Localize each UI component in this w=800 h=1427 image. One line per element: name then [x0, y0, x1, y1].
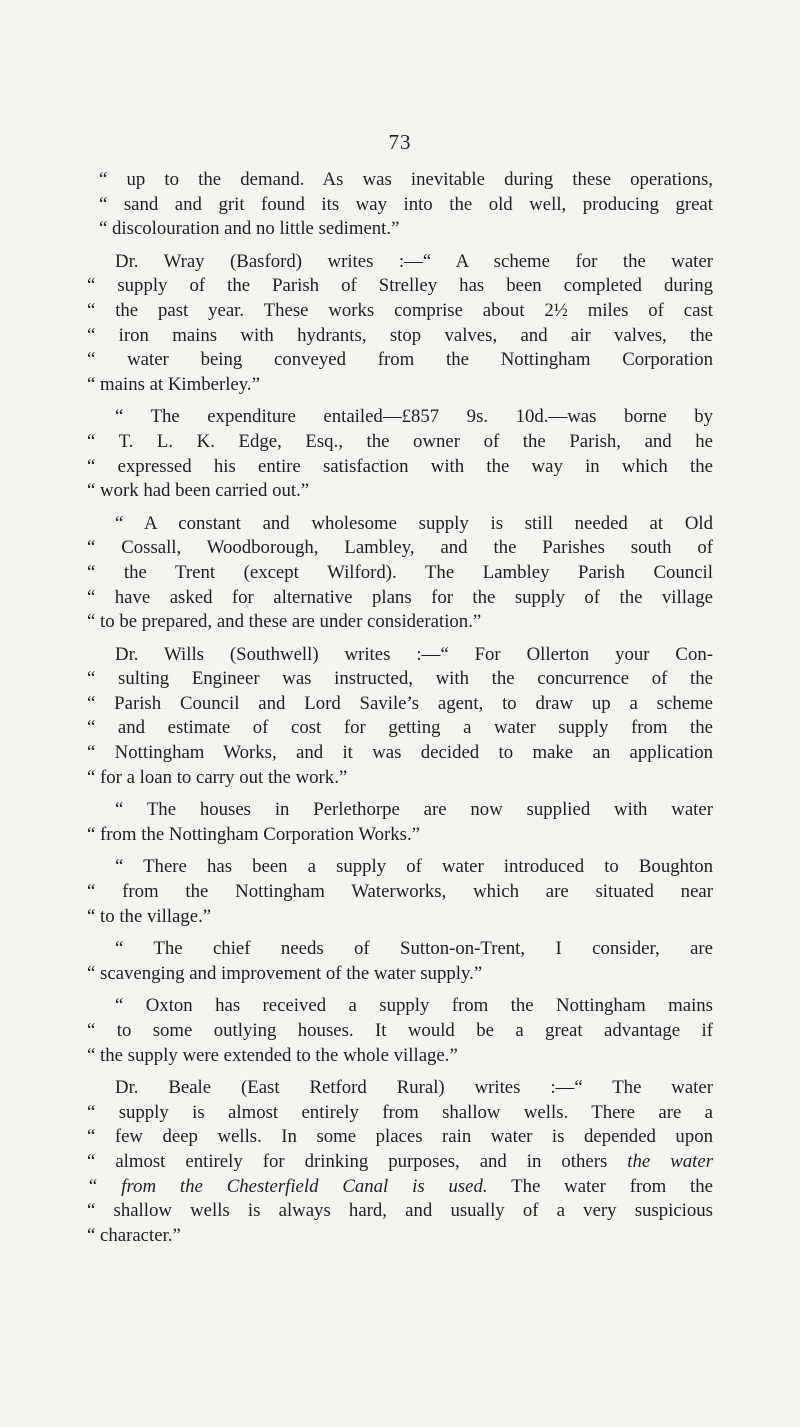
- text-line: Dr. Wray (Basford) writes :—“ A scheme for the water: [115, 250, 713, 272]
- text-line: “ to be prepared, and these are under consideration.”: [87, 611, 482, 633]
- paragraph: [87, 643, 713, 791]
- text-line: “ discolouration and no little sediment.”: [99, 218, 400, 240]
- text-line: “ sand and grit found its way into the old well, producing great: [99, 193, 713, 215]
- text-line: [87, 1150, 713, 1175]
- text-line: “ supply is almost entirely from shallow wells. There are a: [87, 1101, 713, 1123]
- text-line: “ mains at Kimberley.”: [87, 373, 260, 395]
- text-line: [87, 1175, 713, 1200]
- paragraph: [87, 994, 713, 1068]
- text-line: “ shallow wells is always hard, and usually of a very suspicious: [87, 1200, 713, 1222]
- text-line: “ the Trent (except Wilford). The Lambley Parish Council: [87, 561, 713, 583]
- text-line: “ to the village.”: [87, 905, 212, 927]
- text-line: “ iron mains with hydrants, stop valves, and air valves, the: [87, 324, 713, 346]
- text-fragment: The water from the: [487, 1175, 713, 1197]
- text-line: “ the past year. These works comprise about 2½ miles of cast: [87, 299, 713, 321]
- text-line: “ have asked for alternative plans for the supply of the village: [87, 586, 713, 608]
- text-line: “ Cossall, Woodborough, Lambley, and the Parishes south of: [87, 537, 713, 559]
- text-line: “ the supply were extended to the whole village.”: [87, 1044, 458, 1066]
- text-line: “ Parish Council and Lord Savile’s agent, to draw up a scheme: [87, 692, 713, 714]
- text-line: “ scavenging and improvement of the water supply.”: [87, 962, 483, 984]
- paragraph: [87, 1076, 713, 1248]
- text-line: “ There has been a supply of water introduced to Boughton: [115, 856, 713, 878]
- paragraph: [87, 937, 713, 986]
- text-line: “ The houses in Perlethorpe are now supplied with water: [115, 799, 713, 821]
- text-line: “ for a loan to carry out the work.”: [87, 766, 348, 788]
- text-line: “ work had been carried out.”: [87, 480, 310, 502]
- text-line: Dr. Wills (Southwell) writes :—“ For Ollerton your Con-: [115, 643, 713, 665]
- italic-fragment: the water: [627, 1150, 714, 1172]
- paragraph: [87, 405, 713, 503]
- text-line: “ Oxton has received a supply from the Nottingham mains: [115, 995, 713, 1017]
- paragraph: [87, 250, 713, 398]
- document-body: [87, 168, 713, 1256]
- text-line: “ water being conveyed from the Nottingham Corporation: [87, 349, 713, 371]
- text-line: “ Nottingham Works, and it was decided to make an application: [87, 742, 713, 764]
- paragraph: [87, 798, 713, 847]
- text-line: “ The chief needs of Sutton-on-Trent, I consider, are: [115, 938, 713, 960]
- text-line: “ expressed his entire satisfaction with the way in which the: [87, 455, 713, 477]
- paragraph: [87, 512, 713, 635]
- page-number: 73: [388, 130, 412, 154]
- italic-fragment: “ from the Chesterfield Canal is used.: [87, 1175, 488, 1197]
- text-line: “ from the Nottingham Corporation Works.”: [87, 823, 421, 845]
- text-line: Dr. Beale (East Retford Rural) writes :—“ The water: [115, 1077, 713, 1099]
- text-line: “ from the Nottingham Waterworks, which are situated near: [87, 881, 713, 903]
- text-line: “ up to the demand. As was inevitable during these operations,: [99, 169, 713, 190]
- text-line: “ to some outlying houses. It would be a great advantage if: [87, 1020, 713, 1041]
- paragraph: [87, 855, 713, 929]
- text-fragment: “ almost entirely for drinking purposes, and in others: [87, 1150, 628, 1172]
- text-line: “ sulting Engineer was instructed, with the concurrence of the: [87, 668, 713, 690]
- paragraph: [87, 168, 713, 242]
- text-line: “ and estimate of cost for getting a water supply from the: [87, 717, 713, 739]
- text-line: “ supply of the Parish of Strelley has been completed during: [87, 275, 713, 297]
- text-line: “ A constant and wholesome supply is still needed at Old: [115, 512, 713, 534]
- text-line: “ few deep wells. In some places rain water is depended upon: [87, 1126, 713, 1148]
- text-line: “ T. L. K. Edge, Esq., the owner of the Parish, and he: [87, 430, 713, 452]
- text-line: “ The expenditure entailed—£857 9s. 10d.—was borne by: [115, 406, 713, 428]
- text-line: “ character.”: [87, 1224, 181, 1246]
